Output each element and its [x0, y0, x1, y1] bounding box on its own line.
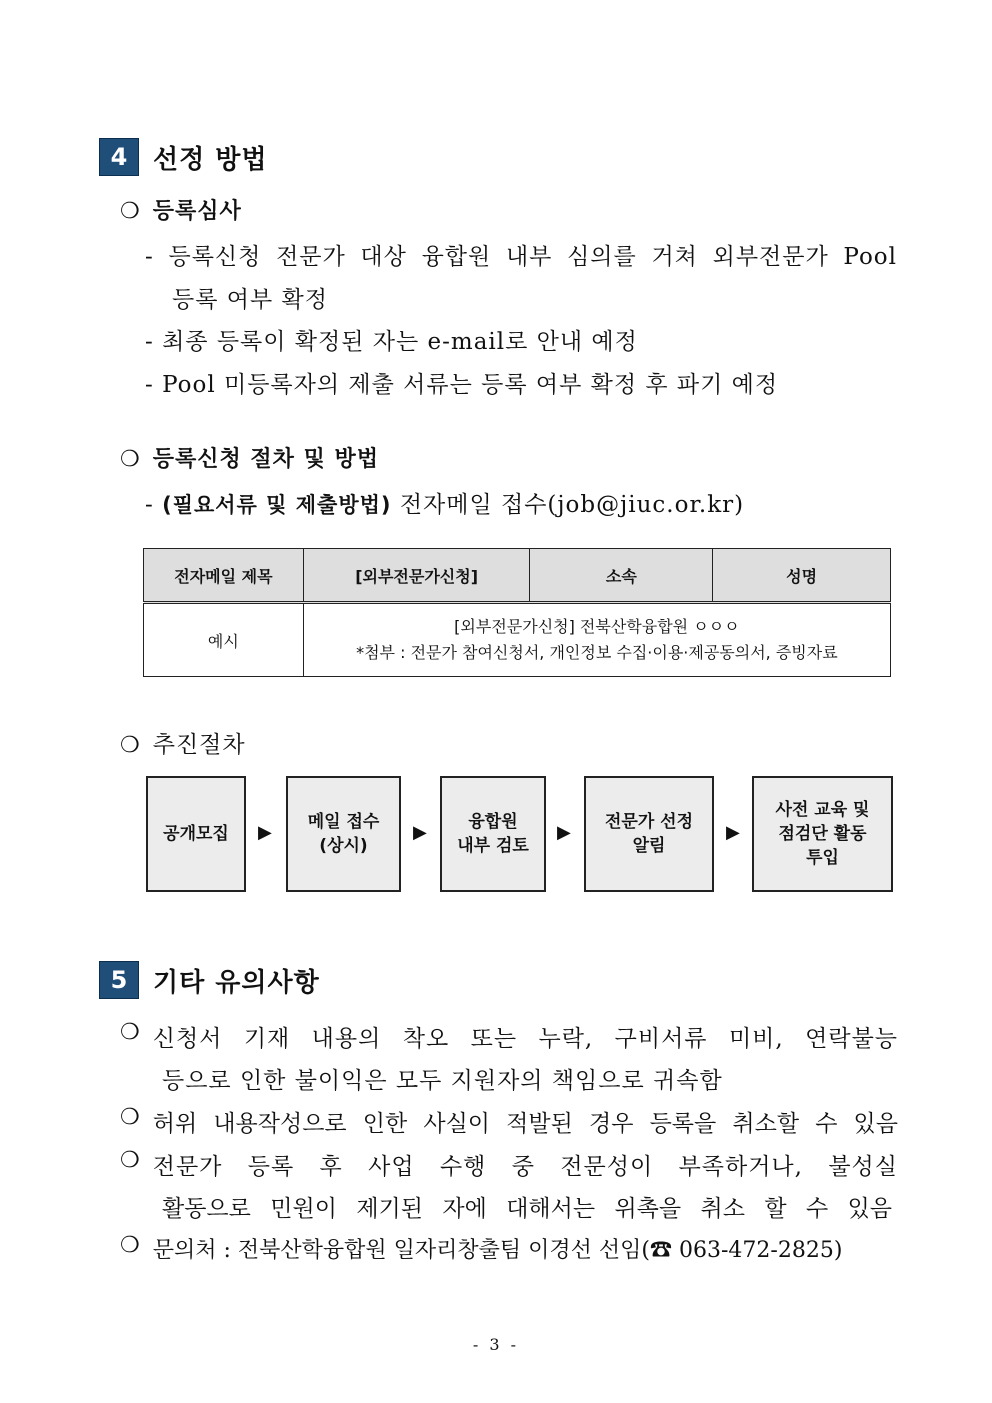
circle-bullet-icon: ❍: [120, 199, 141, 224]
section-number-badge: 4: [99, 138, 139, 176]
notice-text: 허위 내용작성으로 인한 사실이 적발된 경우 등록을 취소할 수 있음: [152, 1111, 898, 1137]
table-header-cell: 전자메일 제목: [144, 549, 304, 603]
review-item: - 등록신청 전문가 대상 융합원 내부 심의를 거쳐 외부전문가 Pool: [145, 244, 897, 270]
notice-item: [120, 1148, 898, 1181]
process-step-box: 사전 교육 및 점검단 활동 투입: [752, 776, 893, 892]
circle-bullet-icon: ❍: [120, 1148, 141, 1173]
circle-bullet-icon: ❍: [120, 1105, 141, 1130]
procedure-heading-text: 등록신청 절차 및 방법: [152, 447, 379, 472]
notice-text: 전문가 등록 후 사업 수행 중 전문성이 부족하거나, 불성실: [152, 1154, 898, 1180]
example-subject: [외부전문가신청] 전북산학융합원 ㅇㅇㅇ: [454, 617, 740, 636]
notice-text: 등으로 인한 불이익은 모두 지원자의 책임으로 귀속함: [162, 1068, 723, 1094]
procedure-item: [145, 486, 744, 519]
section-5-heading: [99, 961, 320, 999]
process-step-box: 공개모집: [146, 776, 246, 892]
notice-item: [120, 1105, 898, 1138]
circle-bullet-icon: ❍: [120, 447, 141, 472]
table-header-row: [144, 549, 891, 603]
review-heading-text: 등록심사: [152, 199, 242, 224]
process-step-box: 전문가 선정 알림: [584, 776, 714, 892]
table-header-cell: [외부전문가신청]: [303, 549, 530, 603]
notice-item: [120, 1020, 898, 1053]
review-item: - 최종 등록이 확정된 자는 e-mail로 안내 예정: [145, 329, 638, 355]
circle-bullet-icon: ❍: [120, 733, 141, 758]
page-number: - 3 -: [472, 1335, 520, 1354]
notice-item: [120, 1233, 898, 1264]
review-item: - Pool 미등록자의 제출 서류는 등록 여부 확정 후 파기 예정: [145, 372, 779, 398]
table-header-cell: 소속: [530, 549, 713, 603]
table-row: [144, 603, 891, 677]
review-heading: [120, 194, 242, 225]
review-item: 등록 여부 확정: [172, 287, 328, 313]
table-example-cell: [303, 603, 890, 677]
arrow-right-icon: ▶: [557, 822, 571, 843]
table-row-label: 예시: [144, 603, 304, 677]
section-number-badge: 5: [99, 961, 139, 999]
notice-text: 신청서 기재 내용의 착오 또는 누락, 구비서류 미비, 연락불능: [152, 1026, 898, 1052]
section-title: 기타 유의사항: [153, 967, 320, 998]
table-header-cell: 성명: [713, 549, 891, 603]
procedure-item-bold: (필요서류 및 제출방법): [162, 493, 392, 517]
process-heading: [120, 726, 246, 759]
example-attachments: *첨부 : 전문가 참여신청서, 개인정보 수집·이용·제공동의서, 증빙자료: [356, 643, 838, 662]
arrow-right-icon: ▶: [413, 822, 427, 843]
circle-bullet-icon: ❍: [120, 1020, 141, 1045]
process-step-box: 메일 접수 (상시): [286, 776, 401, 892]
notice-text: 활동으로 민원이 제기된 자에 대해서는 위촉을 취소 할 수 있음: [162, 1196, 892, 1222]
email-format-table: [143, 548, 891, 677]
circle-bullet-icon: ❍: [120, 1233, 141, 1258]
arrow-right-icon: ▶: [726, 822, 740, 843]
section-4-heading: [99, 138, 268, 176]
contact-text: 문의처 : 전북산학융합원 일자리창출팀 이경선 선임(☎ 063-472-2825): [152, 1238, 843, 1263]
process-heading-text: 추진절차: [152, 732, 246, 758]
arrow-right-icon: ▶: [258, 822, 272, 843]
procedure-heading: [120, 442, 379, 473]
section-title: 선정 방법: [153, 144, 268, 175]
procedure-item-text: 전자메일 접수(job@jiuc.or.kr): [399, 492, 745, 518]
process-step-box: 융합원 내부 검토: [440, 776, 546, 892]
dash: -: [145, 492, 154, 518]
